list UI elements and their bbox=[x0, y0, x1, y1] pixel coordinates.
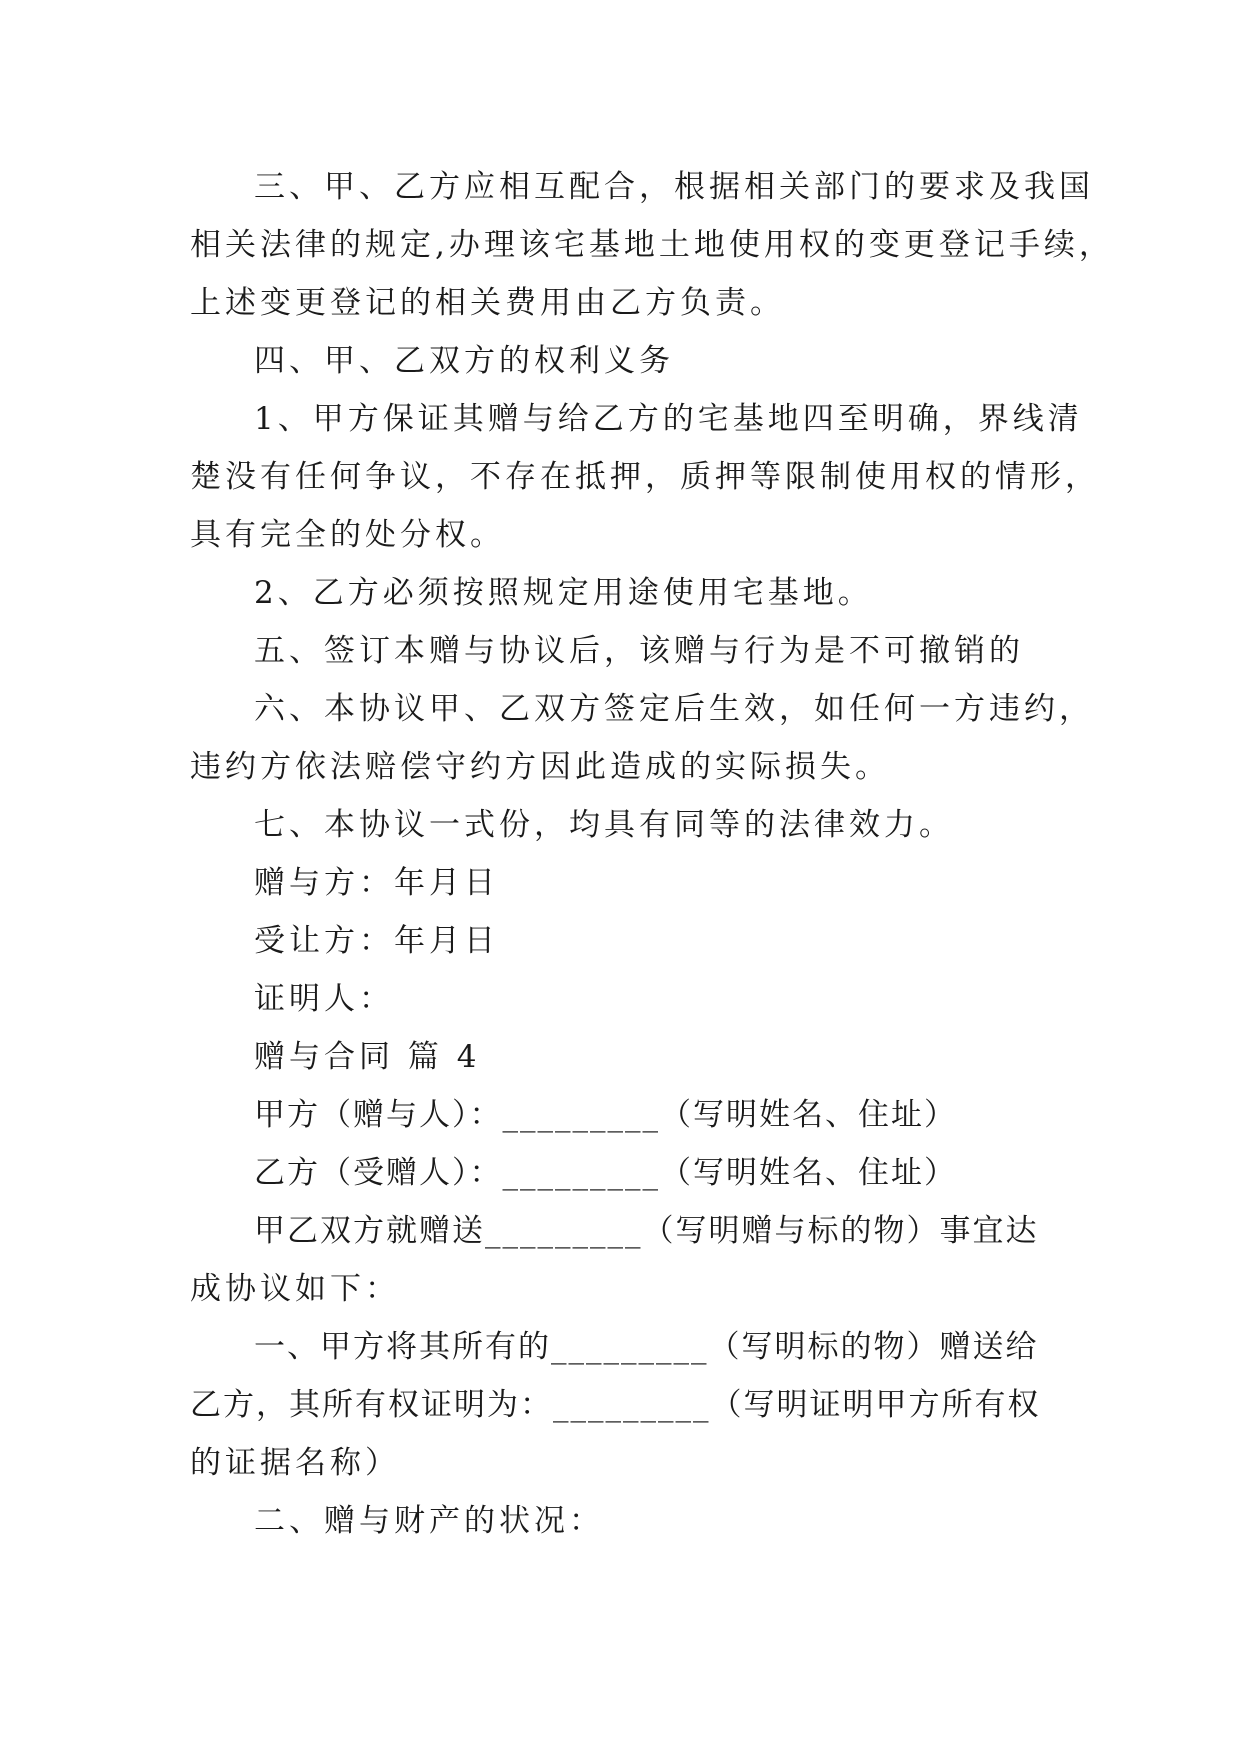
paragraph-line: 一、甲方将其所有的_________（写明标的物）赠送给 bbox=[254, 1329, 1039, 1365]
paragraph-line: 六、本协议甲、乙双方签定后生效，如任何一方违约， bbox=[254, 691, 1094, 727]
paragraph-line: 违约方依法赔偿守约方因此造成的实际损失。 bbox=[190, 749, 890, 785]
paragraph-line: 甲乙双方就赠送_________（写明赠与标的物）事宜达 bbox=[254, 1213, 1039, 1249]
signature-line-recipient: 受让方：年月日 bbox=[254, 923, 499, 959]
paragraph-line: 上述变更登记的相关费用由乙方负责。 bbox=[190, 285, 785, 321]
paragraph-line: 2、乙方必须按照规定用途使用宅基地。 bbox=[254, 575, 873, 611]
paragraph-line: 三、甲、乙方应相互配合，根据相关部门的要求及我国 bbox=[254, 169, 1094, 205]
paragraph-line: 乙方，其所有权证明为：_________（写明证明甲方所有权 bbox=[190, 1387, 1041, 1423]
paragraph-line: 楚没有任何争议，不存在抵押，质押等限制使用权的情形， bbox=[190, 459, 1100, 495]
paragraph-line: 具有完全的处分权。 bbox=[190, 517, 505, 553]
paragraph-line: 四、甲、乙双方的权利义务 bbox=[254, 343, 674, 379]
signature-line-donor: 赠与方：年月日 bbox=[254, 865, 499, 901]
paragraph-line: 七、本协议一式份，均具有同等的法律效力。 bbox=[254, 807, 954, 843]
party-a-line: 甲方（赠与人）：_________（写明姓名、住址） bbox=[254, 1097, 957, 1133]
party-b-line: 乙方（受赠人）：_________（写明姓名、住址） bbox=[254, 1155, 957, 1191]
paragraph-line: 二、赠与财产的状况： bbox=[254, 1503, 604, 1539]
signature-line-witness: 证明人： bbox=[254, 981, 394, 1017]
paragraph-line: 成协议如下： bbox=[190, 1271, 400, 1307]
paragraph-line: 1、甲方保证其赠与给乙方的宅基地四至明确，界线清 bbox=[254, 401, 1083, 437]
paragraph-line: 的证据名称） bbox=[190, 1445, 400, 1481]
section-heading: 赠与合同 篇 4 bbox=[254, 1039, 481, 1075]
paragraph-line: 五、签订本赠与协议后，该赠与行为是不可撤销的 bbox=[254, 633, 1024, 669]
paragraph-line: 相关法律的规定,办理该宅基地土地使用权的变更登记手续， bbox=[190, 227, 1114, 263]
document-body bbox=[190, 158, 1114, 1550]
